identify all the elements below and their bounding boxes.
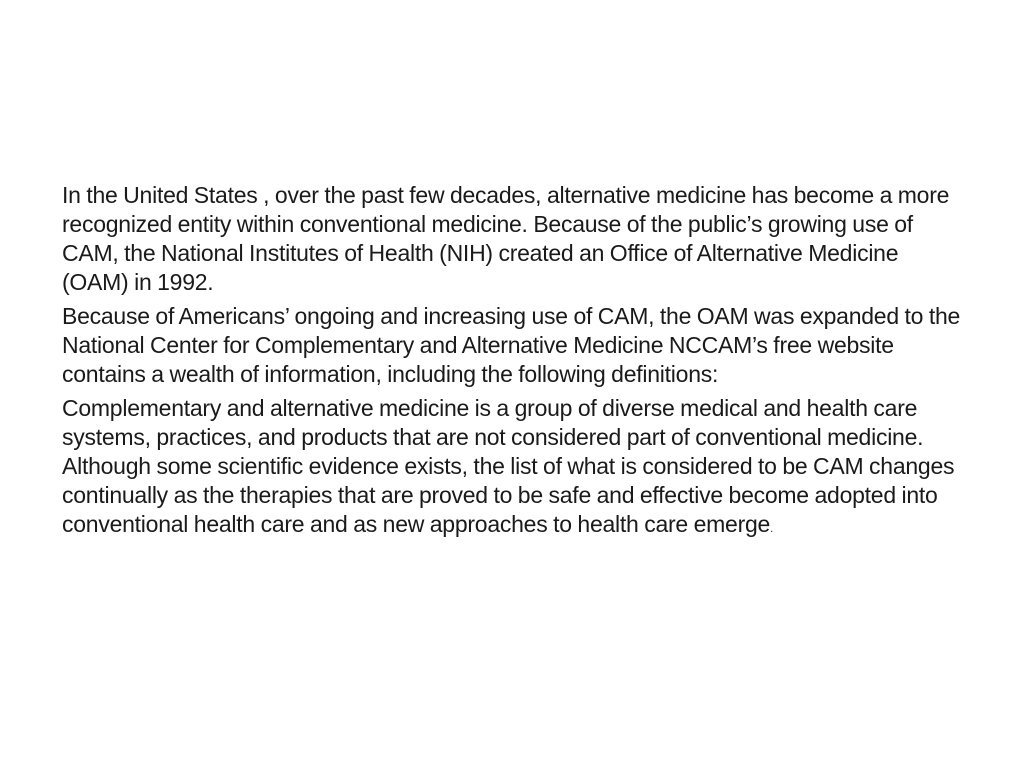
- cam-definition-text: Complementary and alternative medicine is a group of diverse medical and health care systems, practices, and products that are not considered part of conventional medicine. Although some scientific evidence exists, the list of what is considered to be CAM changes continually as the therapies that are proved to be safe and effective become adopted into conventional health care and as new approaches to health care emerge: [62, 395, 955, 537]
- paragraph-nccam-expansion: Because of Americans’ ongoing and increasing use of CAM, the OAM was expanded to the National Center for Complementary and Alternative Medicine NCCAM’s free website contains a wealth of information, including the following definitions:: [62, 303, 961, 387]
- slide-body: [62, 181, 962, 549]
- trailing-period: .: [770, 523, 773, 535]
- paragraph-us-history: In the United States , over the past few decades, alternative medicine has become a more recognized entity within conventional medicine. Because of the public’s growing use of CAM, the National Institutes of Health (NIH) created an Office of Alternative Medicine (OAM) in 1992.: [62, 182, 950, 295]
- paragraph-cam-definition: [62, 394, 962, 544]
